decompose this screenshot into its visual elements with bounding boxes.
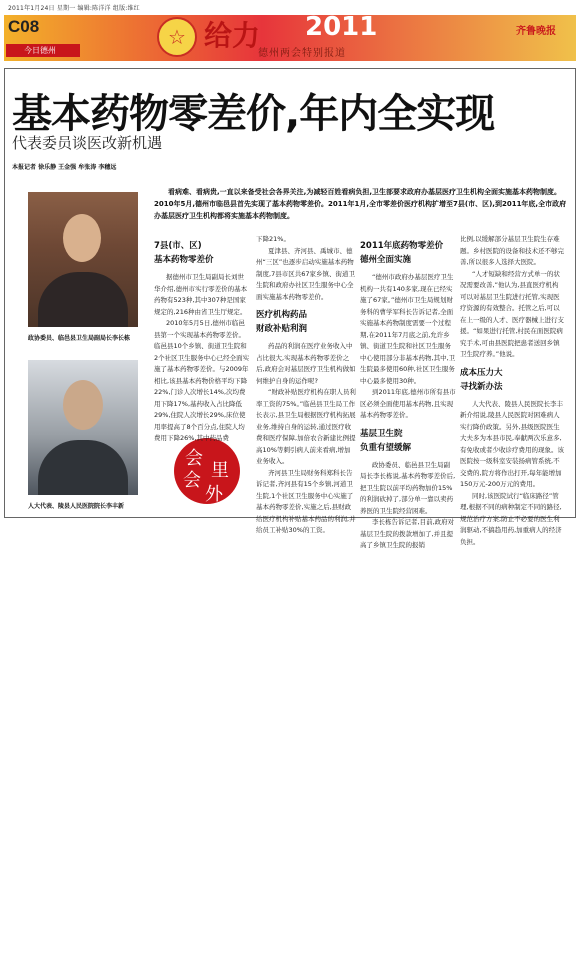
portrait-photo-lifengxin [28,360,138,495]
paragraph: 到2011年底,德州市所有县市区必须全面使用基本药物,且实现基本药物零差价。 [360,388,456,419]
paragraph: 齐河县卫生局财务科郑科长告诉记者,齐河县有15个乡镇,河道卫生院,1个社区卫生服务中心实施了基本药物零差价,实施之后,县财政给医疗机构补贴基本药品的利润,并给员工补贴30%的工资。 [256,468,356,534]
article-column-2 [256,234,356,537]
stamp-char: 会 [183,470,201,491]
section-heading: 德州全面实施 [360,255,412,265]
portrait-body [38,272,128,327]
paragraph: 2010年5月5日,德州市临邑县第一个实现基本药物零差价。临邑县10个乡镇、街道卫生院和2个社区卫生服务中心已经全面实施了基本药物零差价。与2009年相比,该县基本药物价格平均下降22%,门诊人次增长14%,次均费用下降17%,基药收入占比降低29%,住院人次增长29%,床位使用率提高了8个百分点,住院人均费用下降26%,其中药品费 [154,319,250,442]
paragraph: 人大代表、陵县人民医院长李丰新介绍说,陵县人民医院对困难病人实行降价政策。另外,县级医院医生大夫多为本县市民,奉献两次乐意多,有免收或者少收诊疗费用的现象。该医院按一级科室安装扬病管系统,不交费的,院方将作出打开,每年能增加150万元-200万元的费用。 [460,399,564,488]
photo-caption: 政协委员、临邑县卫生局副局长李长栋 [28,335,131,342]
section-heading: 负重有望缓解 [360,442,412,453]
stamp-char: 外 [205,484,223,505]
section-heading: 2011年底药物零差价 [360,241,444,251]
paragraph: 夏津县、齐河县、禹城市、德州“三区”也逐步启动实施基本药物制度,7县市区共67家乡镇、街道卫生院和政府办社区卫生服务中心全面实施基本药物零差价。 [256,246,355,301]
paragraph: 政协委员、临邑县卫生局副局长李长栋说,基本药物零差价后,把卫生院以前平均药物加价15%的利润砍掉了,部分单一靠以卖药养医的卫生院经营困难。 [360,460,456,515]
stamp-char: 会 [185,448,203,469]
paragraph: “人才短缺和经营方式单一的状况需要改善,”他认为,县直医疗机构可以对基层卫生院进行托管,实现医疗资源的有效整合。托管之后,可以在上一级的人才、医疗器械上进行支援。“如果进行托管,村民在面医院病究手术,可由县医院把患者送回乡镇卫生院疗养。”他说。 [460,269,564,358]
paragraph: “财政补贴医疗机构在职人员利率工资的75%。”临邑县卫生局工作长表示,县卫生局根据医疗机构拓展业务,维持自身的运转,通过医疗收费和医疗保障,加倍农合新建比例提高10%等刺引病人前来看病,增加业务收入。 [256,388,356,465]
section-heading: 医疗机构药品 [256,310,308,320]
masthead-info: 2011年1月24日 星期一 编辑:陈洋洋 组版:维红 [8,5,140,12]
emblem-icon: ☆ [157,17,197,57]
section-heading: 成本压力大 [460,367,503,378]
section-heading: 基本药物零差价 [154,255,214,265]
paragraph: 李长栋告诉记者,目前,政府对基层卫生院的拨款增加了,并且提高了乡镇卫生院的报销 [360,518,455,549]
paragraph: 据德州市卫生局副局长刘世华介绍,德州市实行零差价的基本药物有523种,其中307种是国家规定的,216种由省卫生厅规定。 [154,273,248,316]
article-column-4 [460,234,564,548]
headline: 基本药物零差价,年内全实现 [12,91,495,137]
newspaper-logo: 齐鲁晚报 [516,26,556,37]
stamp-char: 里 [211,460,229,481]
portrait-body [38,440,128,495]
huili-huiwai-stamp [172,436,242,506]
portrait-photo-li [28,192,138,327]
portrait-head [63,214,101,262]
paragraph: 比例,以缓解部分基层卫生院生存难题。乡村医院的设备和技术还不够完善,所以很多人选择大医院。 [460,235,564,266]
article-intro: 看病难、看病贵,一直以来备受社会各界关注,为减轻百姓看病负担,卫生部要求政府办基层医疗卫生机构全面实施基本药物制度。2010年5月,德州市临邑县首先实现了基本药物零差价。2011年1月,全市零差价医疗机构扩增至7县(市、区),到2011年底,全市政府办基层医疗卫生机构都将实施基本药物制度。 [154,188,567,220]
page-number: C08 [8,17,40,36]
article-column-1 [154,234,250,445]
paragraph: “德州市政府办基层医疗卫生机构一共有140多家,现在已经实施了67家。”德州市卫生局规划财务科的曹学军科长告诉记者,全面实施基本药物制度需要一个过程期,在2011年7月底之前,允许乡镇、街道卫生院和社区卫生服务中心使用部分非基本药物,其中,卫生院最多使用60种,社区卫生服务中心最多使用30种。 [360,273,456,385]
paragraph: 同时,该医院试行“临床路径”管理,根据不同的病种制定不同的路径,规范治疗方案,防止不必要的医生利润驱动,不搞趋用药,加重病人的经济负担。 [460,491,562,546]
section-heading: 基层卫生院 [360,428,403,439]
subheadline: 代表委员谈医改新机遇 [12,134,163,152]
banner-title: 给力 [204,19,261,52]
banner-subtitle: 德州两会特别报道 [258,48,346,59]
photo-caption: 人大代表、陵县人民医院院长李丰新 [28,503,125,510]
byline: 本报记者 徐乐静 王金强 牟张涛 李穗远 [12,164,117,171]
banner-year: 2011 [305,12,378,42]
section-heading: 财政补贴利润 [256,324,308,334]
section-tag: 今日德州 [6,44,80,57]
paragraph: 下降21%。 [256,235,290,243]
section-heading: 寻找新办法 [460,381,503,392]
section-heading: 7县(市、区) [154,241,202,251]
article-column-3 [360,234,456,552]
portrait-head [63,380,103,430]
paragraph: 药品的利润在医疗业务收入中占比很大,实现基本药物零差价之后,政府会对基层医疗卫生机构做如何维护自身的运作呢? [256,342,356,385]
